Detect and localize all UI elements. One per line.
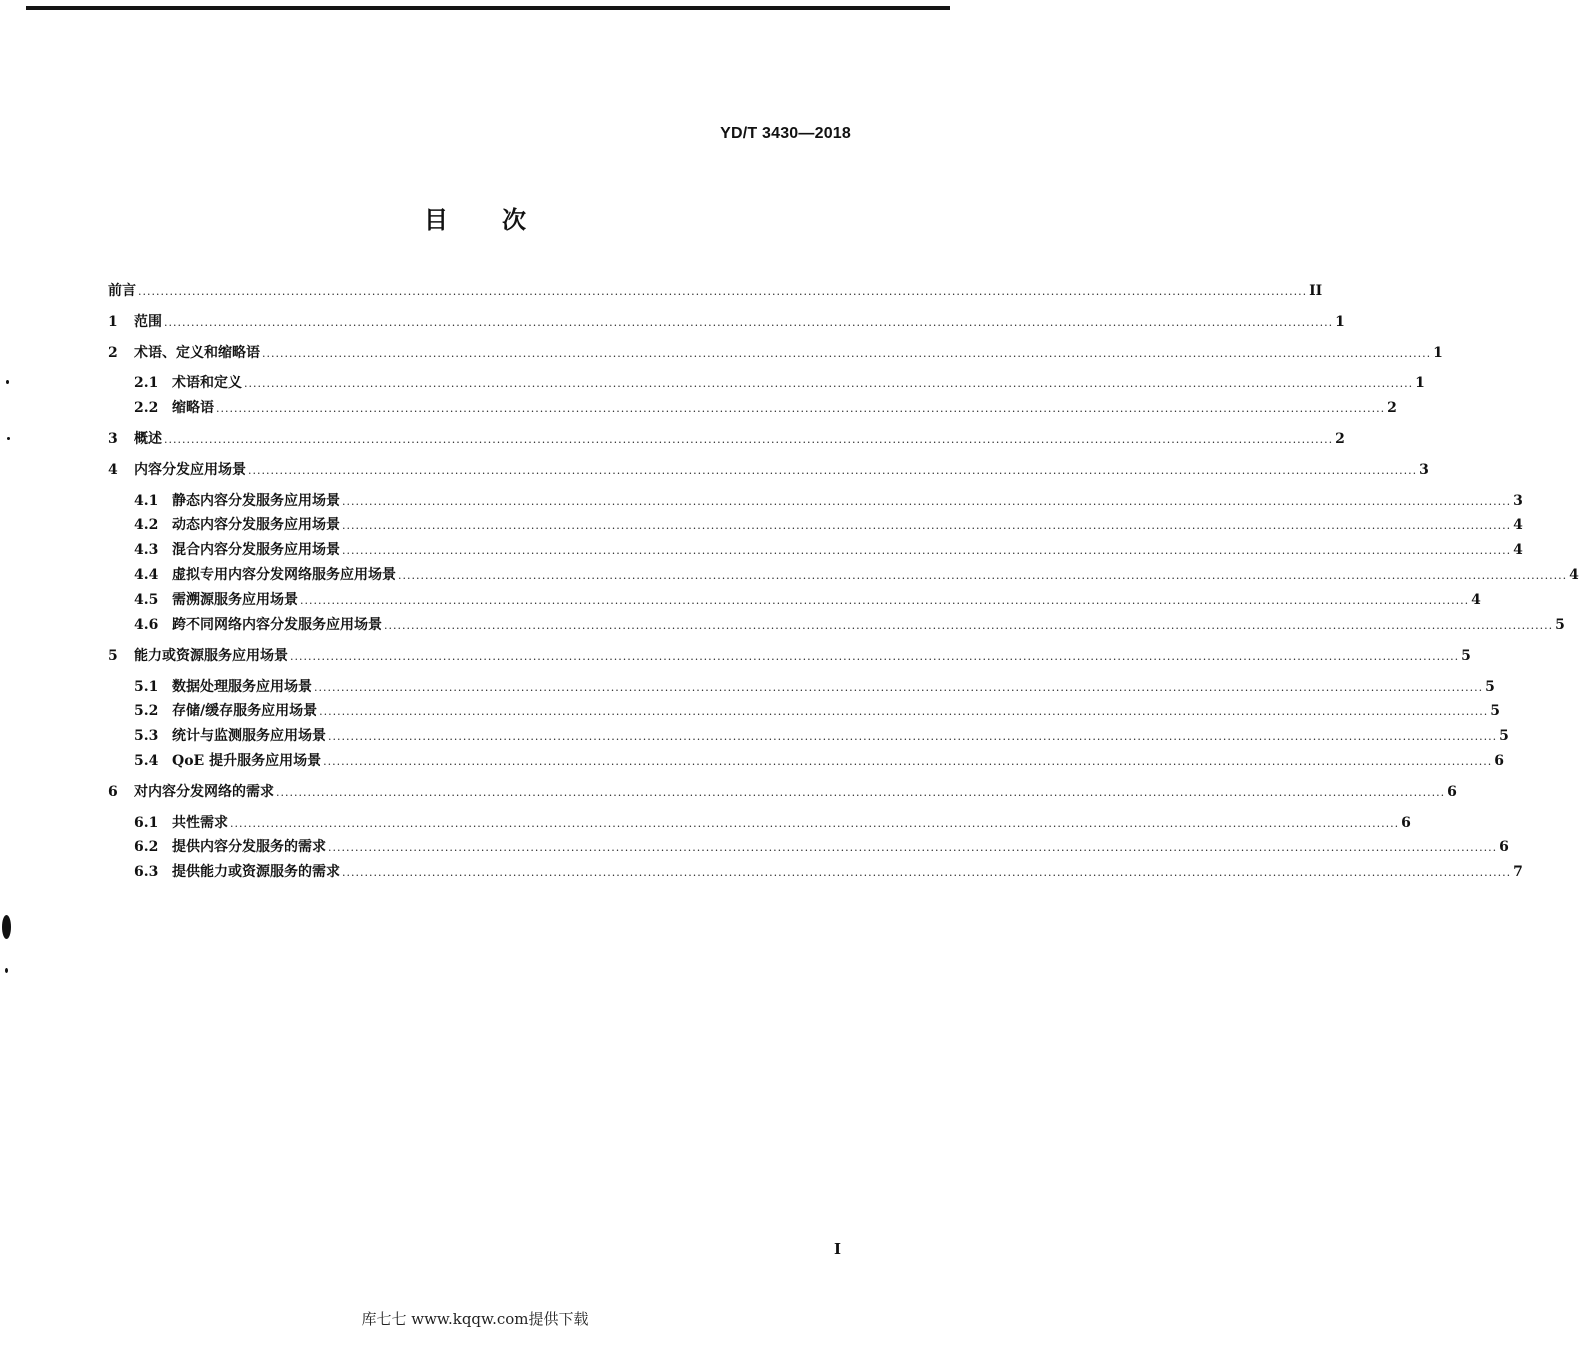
toc-entry-page: 4 [1513, 542, 1523, 558]
toc-dot-leader: .................................................................................................................................................................................................................................................................... [384, 619, 1554, 632]
toc-entry-number: 4 [108, 462, 118, 478]
toc-entry-label: 概述 [134, 431, 162, 447]
toc-entry[interactable] [108, 514, 1523, 538]
toc-dot-leader: .................................................................................................................................................................................................................................................................... [328, 841, 1498, 854]
toc-entry[interactable] [108, 614, 1565, 638]
toc-entry-page: 5 [1499, 728, 1509, 744]
toc-entry-label: 能力或资源服务应用场景 [134, 648, 288, 664]
toc-entry[interactable] [108, 564, 1579, 588]
toc-entry-page: 7 [1513, 864, 1523, 880]
toc-entry-page: 5 [1555, 617, 1565, 633]
toc-entry-page: 6 [1447, 784, 1457, 800]
toc-entry-number: 5.3 [134, 728, 159, 744]
toc-entry-label: 内容分发应用场景 [134, 462, 246, 478]
toc-entry-label: QoE 提升服务应用场景 [172, 753, 322, 769]
top-border-rule [26, 6, 950, 10]
toc-entry-number: 6.1 [134, 815, 159, 831]
toc-dot-leader: .................................................................................................................................................................................................................................................................... [164, 316, 1334, 329]
toc-entry-number: 5.1 [134, 679, 159, 695]
toc-entry[interactable] [108, 342, 1443, 366]
toc-entry-page: 1 [1415, 375, 1425, 391]
toc-entry-page: II [1309, 283, 1323, 299]
toc-dot-leader: .................................................................................................................................................................................................................................................................... [342, 519, 1512, 532]
toc-entry[interactable] [108, 490, 1523, 514]
toc-dot-leader: .................................................................................................................................................................................................................................................................... [342, 544, 1512, 557]
toc-entry-page: 4 [1569, 567, 1579, 583]
toc-entry[interactable] [108, 812, 1411, 836]
toc-entry-label: 静态内容分发服务应用场景 [172, 493, 340, 509]
toc-entry-number: 4.4 [134, 567, 159, 583]
toc-entry-label: 共性需求 [172, 815, 228, 831]
toc-dot-leader: .................................................................................................................................................................................................................................................................... [164, 433, 1334, 446]
toc-entry-number: 2 [108, 345, 118, 361]
toc-entry-page: 4 [1471, 592, 1481, 608]
page-number: I [834, 1240, 842, 1258]
toc-entry-number: 6.3 [134, 864, 159, 880]
toc-entry-page: 6 [1499, 839, 1509, 855]
toc-entry[interactable] [108, 539, 1523, 563]
toc-dot-leader: .................................................................................................................................................................................................................................................................... [342, 495, 1512, 508]
toc-dot-leader: .................................................................................................................................................................................................................................................................... [216, 402, 1386, 415]
toc-entry-label: 提供内容分发服务的需求 [172, 839, 326, 855]
toc-dot-leader: .................................................................................................................................................................................................................................................................... [230, 817, 1400, 830]
toc-entry[interactable] [108, 750, 1504, 774]
toc-entry-page: 5 [1485, 679, 1495, 695]
toc-entry[interactable] [108, 459, 1429, 483]
toc-entry[interactable] [108, 397, 1397, 421]
toc-entry-label: 范围 [134, 314, 162, 330]
toc-dot-leader: .................................................................................................................................................................................................................................................................... [138, 285, 1308, 298]
toc-entry-page: 6 [1494, 753, 1504, 769]
toc-entry-page: 3 [1513, 493, 1523, 509]
toc-entry-label: 存储/缓存服务应用场景 [172, 703, 318, 719]
toc-dot-leader: .................................................................................................................................................................................................................................................................... [276, 786, 1446, 799]
toc-dot-leader: .................................................................................................................................................................................................................................................................... [314, 681, 1484, 694]
footer-watermark: 库七七 www.kqqw.com提供下载 [361, 1310, 589, 1328]
standard-code: YD/T 3430—2018 [720, 125, 851, 142]
toc-entry[interactable] [108, 861, 1523, 885]
toc-entry-number: 1 [108, 314, 118, 330]
toc-entry[interactable] [108, 372, 1425, 396]
toc-entry-label: 统计与监测服务应用场景 [172, 728, 326, 744]
toc-entry-page: 6 [1401, 815, 1411, 831]
toc-entry-number: 4.1 [134, 493, 159, 509]
toc-entry[interactable] [108, 645, 1471, 669]
toc-title [0, 200, 950, 235]
toc-entry-page: 5 [1461, 648, 1471, 664]
toc-dot-leader: .................................................................................................................................................................................................................................................................... [323, 755, 1493, 768]
toc-entry-label: 数据处理服务应用场景 [172, 679, 312, 695]
toc-entry[interactable] [108, 280, 1323, 304]
toc-entry[interactable] [108, 836, 1509, 860]
toc-entry-number: 4.5 [134, 592, 159, 608]
toc-entry-number: 4.3 [134, 542, 159, 558]
toc-entry[interactable] [108, 676, 1495, 700]
toc-entry-label: 术语和定义 [172, 375, 242, 391]
toc-dot-leader: .................................................................................................................................................................................................................................................................... [244, 377, 1414, 390]
toc-dot-leader: .................................................................................................................................................................................................................................................................... [248, 464, 1418, 477]
toc-title-char-1: 目 [424, 206, 448, 234]
toc-entry-label: 前言 [108, 283, 136, 299]
toc-title-char-2: 次 [502, 206, 526, 234]
toc-entry-number: 6.2 [134, 839, 159, 855]
toc-dot-leader: .................................................................................................................................................................................................................................................................... [319, 705, 1489, 718]
toc-entry[interactable] [108, 781, 1457, 805]
toc-entry-label: 术语、定义和缩略语 [134, 345, 260, 361]
toc-dot-leader: .................................................................................................................................................................................................................................................................... [290, 650, 1460, 663]
toc-entry-label: 需溯源服务应用场景 [172, 592, 298, 608]
toc-entry-label: 动态内容分发服务应用场景 [172, 517, 340, 533]
toc-entry-number: 3 [108, 431, 118, 447]
toc-entry-label: 混合内容分发服务应用场景 [172, 542, 340, 558]
scan-speck [2, 915, 11, 939]
toc-entry-page: 5 [1490, 703, 1500, 719]
toc-entry[interactable] [108, 428, 1345, 452]
toc-entry-label: 提供能力或资源服务的需求 [172, 864, 340, 880]
toc-entry-page: 4 [1513, 517, 1523, 533]
toc-entry-number: 4.6 [134, 617, 159, 633]
toc-entry-number: 4.2 [134, 517, 159, 533]
toc-entry-page: 3 [1419, 462, 1429, 478]
toc-dot-leader: .................................................................................................................................................................................................................................................................... [342, 866, 1512, 879]
toc-entry-label: 缩略语 [172, 400, 214, 416]
toc-entry[interactable] [108, 700, 1500, 724]
toc-entry-label: 虚拟专用内容分发网络服务应用场景 [172, 567, 396, 583]
toc-entry-number: 5.4 [134, 753, 159, 769]
toc-entry-number: 6 [108, 784, 118, 800]
toc-entry-number: 5 [108, 648, 118, 664]
toc-dot-leader: .................................................................................................................................................................................................................................................................... [300, 594, 1470, 607]
scan-speck [5, 968, 8, 973]
toc-dot-leader: .................................................................................................................................................................................................................................................................... [398, 569, 1568, 582]
toc-entry-number: 2.2 [134, 400, 159, 416]
toc-entry-page: 1 [1335, 314, 1345, 330]
toc-entry-number: 5.2 [134, 703, 159, 719]
scan-speck [6, 380, 9, 384]
toc-entry-label: 跨不同网络内容分发服务应用场景 [172, 617, 382, 633]
toc-entry-page: 1 [1433, 345, 1443, 361]
toc-entry-page: 2 [1387, 400, 1397, 416]
toc-entry-number: 2.1 [134, 375, 159, 391]
toc-entry[interactable] [108, 725, 1509, 749]
toc-dot-leader: .................................................................................................................................................................................................................................................................... [262, 347, 1432, 360]
toc-entry[interactable] [108, 589, 1481, 613]
toc-entry[interactable] [108, 311, 1345, 335]
toc-entry-label: 对内容分发网络的需求 [134, 784, 274, 800]
scan-speck [7, 437, 10, 440]
toc-entry-page: 2 [1335, 431, 1345, 447]
toc-dot-leader: .................................................................................................................................................................................................................................................................... [328, 730, 1498, 743]
